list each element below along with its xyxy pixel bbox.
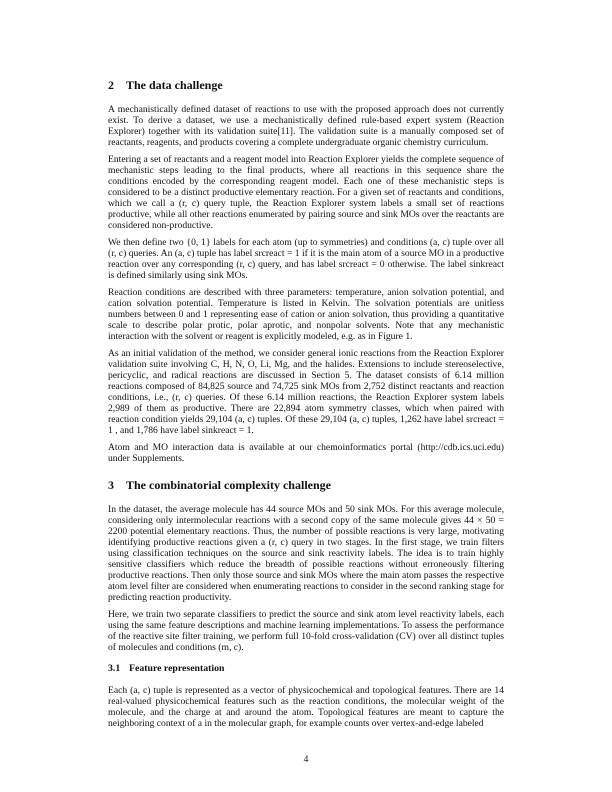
- page-number: 4: [303, 754, 309, 765]
- subsection-heading: [108, 663, 504, 674]
- paragraph: As an initial validation of the method, we consider general ionic reactions from the Reaction Explorer validation suite involving C, H, N, O, Li, Mg, and the halides. Extensions to include stereoselective, pericyclic, and radical reactions are discussed in Section 5. The dataset consists of 6.14 million reactions composed of 84,825 source and 74,725 sink MOs from 2,752 distinct reactants and reaction conditions, i.e., (r, c) queries. Of these 6.14 million reactions, the Reaction Explorer system labels 2,989 of them as productive. There are 22,894 atom symmetry classes, which when paired with reaction condition yields 29,104 (a, c) tuples. Of these 29,104 (a, c) tuples, 1,262 have label srcreact = 1 , and 1,786 have label sinkreact = 1.: [108, 348, 504, 436]
- section-heading: [108, 478, 504, 492]
- subsection-title: Feature representation: [129, 663, 225, 674]
- section-3: [108, 478, 504, 653]
- section-number: 3: [108, 478, 114, 492]
- paragraph: Reaction conditions are described with three parameters: temperature, anion solvation potential, and cation solvation potential. Temperature is listed in Kelvin. The solvation potentials are unitless numbers between 0 and 1 representing ease of cation or anion solvation, thus providing a quantitative scale to describe polar protic, polar aprotic, and nonpolar solvents. Note that any mechanistic interaction with the solvent or reagent is explicitly modeled, e.g. as in Figure 1.: [108, 287, 504, 342]
- section-number: 2: [108, 78, 114, 92]
- paragraph: In the dataset, the average molecule has 44 source MOs and 50 sink MOs. For this average molecule, considering only intermolecular reactions with a second copy of the same molecule gives 44 × 50 = 2200 potential elementary reactions. Thus, the number of possible reactions is very large, motivating identifying productive reactions given a (r, c) query in two stages. In the first stage, we train filters using classification techniques on the source and sink reactivity labels. The idea is to train highly sensitive classifiers which reduce the breadth of possible reactions without erroneously filtering productive reactions. Then only those source and sink MOs where the main atom passes the respective atom level filter are considered when enumerating reactions to consider in the second ranking stage for predicting reaction productivity.: [108, 504, 504, 603]
- section-heading: [108, 78, 504, 92]
- paragraph: A mechanistically defined dataset of reactions to use with the proposed approach does not currently exist. To derive a dataset, we use a mechanistically defined rule-based expert system (Reaction Explorer) together with its validation suite[11]. The validation suite is a manually composed set of reactants, reagents, and products covering a complete undergraduate organic chemistry curriculum.: [108, 104, 504, 148]
- subsection-3-1: [108, 663, 504, 729]
- subsection-number: 3.1: [108, 663, 121, 674]
- paper-page: [108, 78, 504, 735]
- section-title: The combinatorial complexity challenge: [126, 478, 331, 492]
- section-title: The data challenge: [126, 78, 223, 92]
- paragraph: Atom and MO interaction data is available at our chemoinformatics portal (http://cdb.ics.uci.edu) under Supplements.: [108, 442, 504, 464]
- paragraph: Here, we train two separate classifiers to predict the source and sink atom level reactivity labels, each using the same feature descriptions and machine learning implementations. To assess the performance of the reactive site filter training, we perform full 10-fold cross-validation (CV) over all distinct tuples of molecules and conditions (m, c).: [108, 609, 504, 653]
- paragraph: We then define two {0, 1} labels for each atom (up to symmetries) and conditions (a, c) tuple over all (r, c) queries. An (a, c) tuple has label srcreact = 1 if it is the main atom of a source MO in a productive reaction over any corresponding (r, c) query, and has label srcreact = 0 otherwise. The label sinkreact is defined similarly using sink MOs.: [108, 237, 504, 281]
- paragraph: Entering a set of reactants and a reagent model into Reaction Explorer yields the complete sequence of mechanistic steps leading to the final products, where all reactions in this sequence share the conditions encoded by the corresponding reagent model. Each one of these mechanistic steps is considered to be a distinct productive elementary reaction. For a given set of reactants and conditions, which we call a (r, c) query tuple, the Reaction Explorer system labels a small set of reactions productive, while all other reactions enumerated by pairing source and sink MOs over the reactants are considered non-productive.: [108, 154, 504, 231]
- paragraph: Each (a, c) tuple is represented as a vector of physicochemical and topological features. There are 14 real-valued physicochemical features such as the reaction conditions, the molecular weight of the molecule, and the charge at and around the atom. Topological features are meant to capture the neighboring context of a in the molecular graph, for example counts over vertex-and-edge labeled: [108, 685, 504, 729]
- section-2: [108, 78, 504, 464]
